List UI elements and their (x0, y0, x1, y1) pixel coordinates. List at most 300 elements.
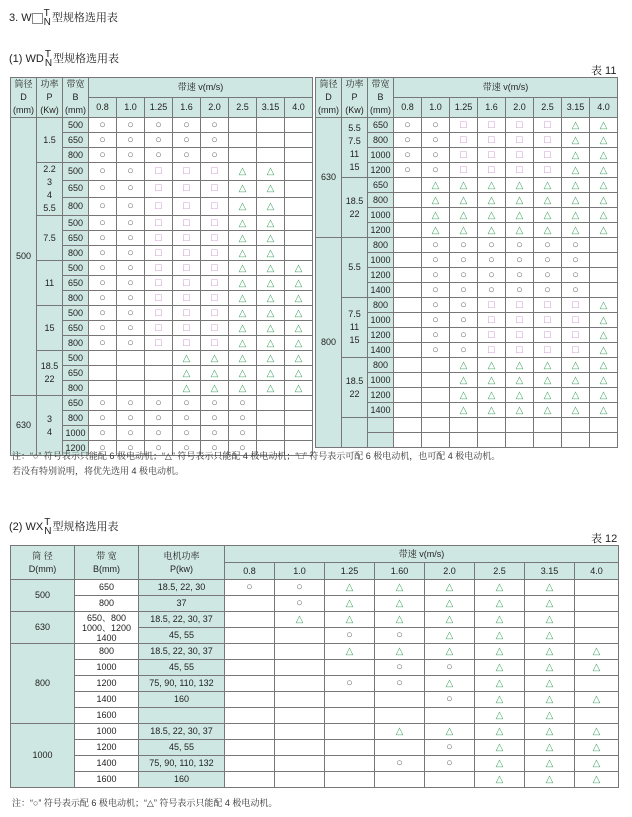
empty-cell (145, 351, 173, 366)
triangle-symbol: △ (590, 373, 618, 388)
triangle-symbol: △ (229, 231, 257, 246)
circle-symbol: ○ (117, 148, 145, 163)
triangle-symbol: △ (506, 193, 534, 208)
circle-symbol: ○ (173, 411, 201, 426)
empty-cell (575, 676, 619, 692)
triangle-symbol: △ (257, 163, 285, 181)
triangle-symbol: △ (562, 358, 590, 373)
power-cell: 45, 55 (139, 628, 225, 644)
width-cell: 1600 (75, 772, 139, 788)
width-cell: 800 (63, 336, 89, 351)
circle-symbol: ○ (89, 321, 117, 336)
circle-symbol: ○ (562, 253, 590, 268)
speed-header: 1.0 (275, 563, 325, 580)
empty-cell (575, 596, 619, 612)
circle-symbol: ○ (422, 328, 450, 343)
width-cell: 800 (63, 381, 89, 396)
square-symbol: □ (173, 336, 201, 351)
empty-cell (275, 676, 325, 692)
width-cell: 1200 (63, 441, 89, 456)
width-cell: 800 (63, 198, 89, 216)
circle-symbol: ○ (89, 198, 117, 216)
table-11-note-1: 注：“○” 符号表示只能配 6 极电动机；“△” 符号表示只能配 4 极电动机；“□” 符号表示可配 6 极电动机，也可配 4 极电动机。 (12, 451, 501, 461)
square-symbol: □ (201, 216, 229, 231)
width-cell: 1400 (368, 283, 394, 298)
empty-cell (575, 628, 619, 644)
triangle-symbol: △ (425, 612, 475, 628)
width-cell: 650 (63, 396, 89, 411)
triangle-symbol: △ (590, 343, 618, 358)
triangle-symbol: △ (478, 388, 506, 403)
triangle-symbol: △ (590, 193, 618, 208)
empty-cell (394, 238, 422, 253)
circle-symbol: ○ (173, 133, 201, 148)
empty-cell (375, 740, 425, 756)
square-symbol: □ (534, 133, 562, 148)
empty-cell (394, 313, 422, 328)
circle-symbol: ○ (145, 118, 173, 133)
triangle-symbol: △ (173, 381, 201, 396)
triangle-symbol: △ (475, 628, 525, 644)
table-row (11, 118, 313, 133)
circle-symbol: ○ (506, 253, 534, 268)
circle-symbol: ○ (425, 740, 475, 756)
circle-symbol: ○ (450, 283, 478, 298)
triangle-symbol: △ (562, 133, 590, 148)
square-symbol: □ (506, 163, 534, 178)
empty-cell (285, 163, 313, 181)
triangle-symbol: △ (590, 208, 618, 223)
table-row (11, 306, 313, 321)
table-11-note-2: 若没有特别说明，将优先选用 4 极电动机。 (12, 466, 185, 476)
triangle-symbol: △ (257, 366, 285, 381)
empty-cell (325, 756, 375, 772)
speed-header: 4.0 (590, 98, 618, 118)
empty-cell (285, 246, 313, 261)
empty-cell (450, 418, 478, 433)
circle-symbol: ○ (450, 343, 478, 358)
empty-cell (394, 358, 422, 373)
width-cell: 650 (63, 366, 89, 381)
header-width: 带 宽 B(mm) (75, 546, 139, 580)
circle-symbol: ○ (89, 163, 117, 181)
empty-cell (257, 396, 285, 411)
circle-symbol: ○ (117, 118, 145, 133)
circle-symbol: ○ (425, 756, 475, 772)
empty-cell (534, 433, 562, 448)
triangle-symbol: △ (475, 612, 525, 628)
table-12 (10, 545, 619, 788)
empty-cell (285, 216, 313, 231)
circle-symbol: ○ (89, 133, 117, 148)
empty-cell (225, 724, 275, 740)
triangle-symbol: △ (575, 644, 619, 660)
circle-symbol: ○ (534, 283, 562, 298)
triangle-symbol: △ (229, 306, 257, 321)
empty-cell (325, 660, 375, 676)
speed-header: 2.0 (201, 98, 229, 118)
width-cell: 800 (368, 358, 394, 373)
circle-symbol: ○ (478, 238, 506, 253)
speed-header: 1.0 (117, 98, 145, 118)
placeholder-square (32, 13, 43, 24)
triangle-symbol: △ (422, 208, 450, 223)
speed-header: 2.5 (229, 98, 257, 118)
circle-symbol: ○ (89, 441, 117, 456)
speed-header: 0.8 (89, 98, 117, 118)
triangle-symbol: △ (229, 198, 257, 216)
empty-cell (394, 268, 422, 283)
width-cell: 1000 (368, 148, 394, 163)
square-symbol: □ (201, 246, 229, 261)
triangle-symbol: △ (590, 118, 618, 133)
circle-symbol: ○ (89, 180, 117, 198)
width-cell: 1600 (75, 708, 139, 724)
circle-symbol: ○ (89, 426, 117, 441)
power-cell: 7.5 (37, 216, 63, 261)
triangle-symbol: △ (325, 580, 375, 596)
table-11-left (10, 77, 313, 456)
speed-header: 0.8 (394, 98, 422, 118)
power-cell: 2.2 3 4 5.5 (37, 163, 63, 216)
circle-symbol: ○ (117, 276, 145, 291)
triangle-symbol: △ (450, 223, 478, 238)
triangle-symbol: △ (475, 660, 525, 676)
table-row (11, 351, 313, 366)
triangle-symbol: △ (475, 596, 525, 612)
square-symbol: □ (145, 246, 173, 261)
square-symbol: □ (450, 163, 478, 178)
triangle-symbol: △ (590, 298, 618, 313)
triangle-symbol: △ (229, 216, 257, 231)
circle-symbol: ○ (562, 268, 590, 283)
empty-cell (285, 133, 313, 148)
triangle-symbol: △ (450, 373, 478, 388)
triangle-symbol: △ (590, 313, 618, 328)
square-symbol: □ (145, 306, 173, 321)
header-diameter: 筒 径 D(mm) (11, 546, 75, 580)
triangle-symbol: △ (534, 388, 562, 403)
triangle-symbol: △ (425, 644, 475, 660)
empty-cell (575, 708, 619, 724)
diameter-cell: 630 (316, 118, 342, 238)
triangle-symbol: △ (525, 660, 575, 676)
empty-cell (285, 180, 313, 198)
square-symbol: □ (145, 261, 173, 276)
empty-cell (225, 644, 275, 660)
circle-symbol: ○ (201, 148, 229, 163)
triangle-symbol: △ (257, 381, 285, 396)
power-cell: 15 (37, 306, 63, 351)
header-power: 功率 P (Kw) (37, 78, 63, 118)
triangle-symbol: △ (478, 358, 506, 373)
empty-cell (375, 708, 425, 724)
square-symbol: □ (145, 216, 173, 231)
triangle-symbol: △ (285, 261, 313, 276)
circle-symbol: ○ (422, 313, 450, 328)
empty-cell (394, 418, 422, 433)
width-cell: 1200 (368, 268, 394, 283)
speed-header: 3.15 (525, 563, 575, 580)
circle-symbol: ○ (422, 148, 450, 163)
circle-symbol: ○ (229, 441, 257, 456)
power-cell: 18.5 22 (37, 351, 63, 396)
width-cell: 1000 (63, 426, 89, 441)
circle-symbol: ○ (201, 426, 229, 441)
triangle-symbol: △ (285, 291, 313, 306)
speed-header: 1.25 (325, 563, 375, 580)
triangle-symbol: △ (257, 261, 285, 276)
square-symbol: □ (534, 343, 562, 358)
square-symbol: □ (145, 180, 173, 198)
triangle-symbol: △ (285, 366, 313, 381)
header-speed: 带速 v(m/s) (225, 546, 619, 563)
square-symbol: □ (562, 313, 590, 328)
empty-cell (422, 388, 450, 403)
square-symbol: □ (201, 336, 229, 351)
circle-symbol: ○ (450, 313, 478, 328)
empty-cell (394, 388, 422, 403)
square-symbol: □ (201, 291, 229, 306)
triangle-symbol: △ (590, 358, 618, 373)
circle-symbol: ○ (506, 283, 534, 298)
triangle-symbol: △ (590, 328, 618, 343)
triangle-symbol: △ (450, 403, 478, 418)
square-symbol: □ (173, 261, 201, 276)
circle-symbol: ○ (117, 291, 145, 306)
empty-cell (425, 708, 475, 724)
circle-symbol: ○ (325, 628, 375, 644)
table-12-note: 注：“○” 符号表示配 6 极电动机；“△” 符号表示只能配 4 极电动机。 (12, 798, 278, 808)
circle-symbol: ○ (375, 660, 425, 676)
circle-symbol: ○ (229, 426, 257, 441)
diameter-cell: 630 (11, 396, 37, 456)
empty-cell (422, 418, 450, 433)
circle-symbol: ○ (506, 238, 534, 253)
empty-cell (575, 612, 619, 628)
triangle-symbol: △ (475, 644, 525, 660)
triangle-symbol: △ (506, 178, 534, 193)
triangle-symbol: △ (285, 336, 313, 351)
width-cell: 650 (63, 276, 89, 291)
triangle-symbol: △ (534, 223, 562, 238)
triangle-symbol: △ (229, 163, 257, 181)
square-symbol: □ (478, 118, 506, 133)
square-symbol: □ (478, 133, 506, 148)
width-cell: 650 (368, 118, 394, 133)
empty-cell (590, 268, 618, 283)
table-row (11, 724, 619, 740)
empty-cell (225, 708, 275, 724)
empty-cell (394, 328, 422, 343)
empty-cell (285, 231, 313, 246)
width-cell: 800 (368, 193, 394, 208)
triangle-symbol: △ (525, 692, 575, 708)
empty-cell (590, 283, 618, 298)
empty-cell (394, 223, 422, 238)
table-row (11, 676, 619, 692)
triangle-symbol: △ (229, 381, 257, 396)
empty-cell (229, 133, 257, 148)
table-row (11, 692, 619, 708)
triangle-symbol: △ (257, 306, 285, 321)
square-symbol: □ (534, 163, 562, 178)
triangle-symbol: △ (590, 148, 618, 163)
square-symbol: □ (173, 231, 201, 246)
table-row (11, 612, 619, 628)
triangle-symbol: △ (525, 628, 575, 644)
width-cell: 800 (63, 148, 89, 163)
power-cell: 5.5 (342, 238, 368, 298)
square-symbol: □ (562, 343, 590, 358)
header-speed: 带速 v(m/s) (89, 78, 313, 98)
circle-symbol: ○ (394, 163, 422, 178)
empty-cell (225, 628, 275, 644)
circle-symbol: ○ (225, 580, 275, 596)
square-symbol: □ (450, 118, 478, 133)
triangle-symbol: △ (475, 724, 525, 740)
speed-header: 3.15 (257, 98, 285, 118)
empty-cell (225, 692, 275, 708)
table-row (316, 358, 618, 373)
triangle-symbol: △ (475, 692, 525, 708)
triangle-symbol: △ (562, 223, 590, 238)
triangle-symbol: △ (506, 373, 534, 388)
circle-symbol: ○ (534, 253, 562, 268)
speed-header: 2.0 (506, 98, 534, 118)
circle-symbol: ○ (89, 216, 117, 231)
table-row (316, 238, 618, 253)
table-row (11, 708, 619, 724)
triangle-symbol: △ (229, 261, 257, 276)
width-cell: 1200 (75, 676, 139, 692)
empty-cell (275, 660, 325, 676)
power-cell: 75, 90, 110, 132 (139, 756, 225, 772)
empty-cell (275, 740, 325, 756)
triangle-symbol: △ (475, 580, 525, 596)
empty-cell (229, 148, 257, 163)
circle-symbol: ○ (562, 283, 590, 298)
header-diameter: 筒径 D (mm) (11, 78, 37, 118)
empty-cell (229, 118, 257, 133)
empty-cell (225, 676, 275, 692)
triangle-symbol: △ (425, 724, 475, 740)
empty-cell (257, 426, 285, 441)
triangle-symbol: △ (590, 388, 618, 403)
triangle-symbol: △ (562, 163, 590, 178)
empty-cell (394, 403, 422, 418)
circle-symbol: ○ (173, 148, 201, 163)
square-symbol: □ (201, 180, 229, 198)
empty-cell (590, 238, 618, 253)
empty-cell (375, 772, 425, 788)
square-symbol: □ (534, 298, 562, 313)
triangle-symbol: △ (375, 580, 425, 596)
empty-cell (285, 426, 313, 441)
empty-cell (375, 692, 425, 708)
triangle-symbol: △ (534, 403, 562, 418)
circle-symbol: ○ (422, 343, 450, 358)
empty-cell (394, 193, 422, 208)
empty-cell (225, 660, 275, 676)
triangle-symbol: △ (534, 208, 562, 223)
triangle-symbol: △ (173, 366, 201, 381)
width-cell: 1000 (368, 208, 394, 223)
power-cell: 18.5, 22, 30, 37 (139, 644, 225, 660)
power-cell (139, 708, 225, 724)
square-symbol: □ (173, 291, 201, 306)
width-cell: 1000 (368, 253, 394, 268)
square-symbol: □ (506, 298, 534, 313)
width-cell: 1200 (368, 163, 394, 178)
circle-symbol: ○ (173, 426, 201, 441)
width-cell: 650 (75, 580, 139, 596)
diameter-cell: 800 (11, 644, 75, 724)
power-cell: 45, 55 (139, 740, 225, 756)
triangle-symbol: △ (285, 306, 313, 321)
circle-symbol: ○ (89, 336, 117, 351)
triangle-symbol: △ (525, 612, 575, 628)
speed-header: 1.25 (450, 98, 478, 118)
empty-cell (590, 253, 618, 268)
empty-cell (275, 692, 325, 708)
square-symbol: □ (173, 198, 201, 216)
triangle-symbol: △ (285, 381, 313, 396)
table-row (11, 772, 619, 788)
power-cell: 160 (139, 692, 225, 708)
circle-symbol: ○ (117, 216, 145, 231)
square-symbol: □ (506, 148, 534, 163)
square-symbol: □ (201, 276, 229, 291)
empty-cell (450, 433, 478, 448)
table-12-number: 表 12 (591, 533, 618, 545)
empty-cell (257, 133, 285, 148)
circle-symbol: ○ (173, 396, 201, 411)
empty-cell (275, 708, 325, 724)
header-power: 功率 P (Kw) (342, 78, 368, 118)
speed-header: 0.8 (225, 563, 275, 580)
width-cell: 650 (63, 321, 89, 336)
circle-symbol: ○ (145, 411, 173, 426)
triangle-symbol: △ (506, 223, 534, 238)
triangle-symbol: △ (478, 178, 506, 193)
circle-symbol: ○ (89, 231, 117, 246)
square-symbol: □ (173, 321, 201, 336)
table-row (316, 298, 618, 313)
empty-cell (325, 772, 375, 788)
circle-symbol: ○ (145, 441, 173, 456)
circle-symbol: ○ (394, 118, 422, 133)
square-symbol: □ (478, 163, 506, 178)
empty-cell (225, 596, 275, 612)
triangle-symbol: △ (475, 772, 525, 788)
power-cell: 18.5 22 (342, 358, 368, 418)
width-cell: 1400 (368, 343, 394, 358)
diameter-cell: 630 (11, 612, 75, 644)
speed-header: 1.6 (173, 98, 201, 118)
table-row (11, 756, 619, 772)
width-cell (368, 418, 394, 433)
triangle-symbol: △ (506, 358, 534, 373)
triangle-symbol: △ (422, 193, 450, 208)
square-symbol: □ (145, 321, 173, 336)
square-symbol: □ (534, 118, 562, 133)
width-cell: 1000 (368, 373, 394, 388)
circle-symbol: ○ (89, 118, 117, 133)
power-cell: 7.5 11 15 (342, 298, 368, 358)
width-cell: 800 (75, 596, 139, 612)
width-cell: 500 (63, 163, 89, 181)
